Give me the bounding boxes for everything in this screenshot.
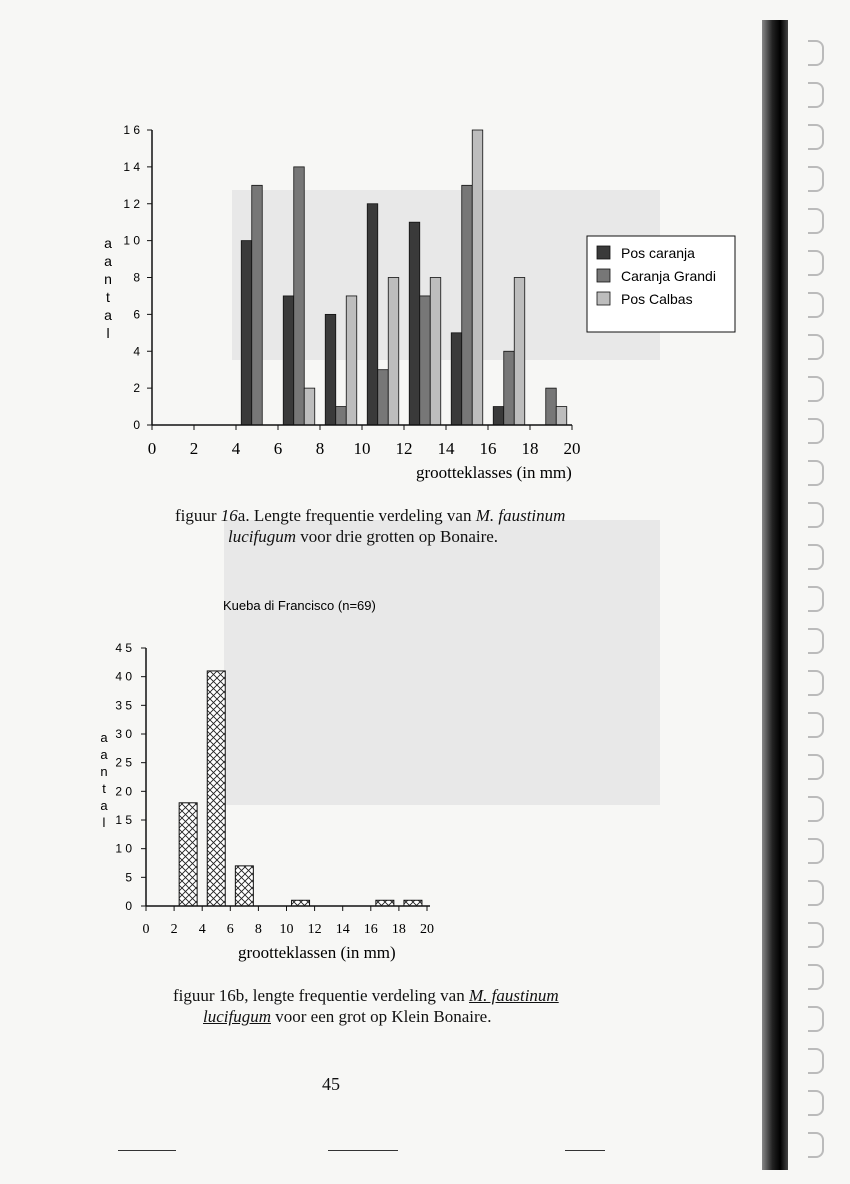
x-tick-label: 14 — [335, 922, 350, 937]
legend-swatch — [597, 292, 610, 305]
bar — [404, 900, 422, 906]
bar — [546, 388, 557, 425]
y-label-letter: a — [100, 730, 108, 745]
x-tick-label: 6 — [226, 922, 234, 937]
bar — [388, 278, 399, 426]
y-axis-ticks — [115, 641, 146, 913]
caption-prefix: figuur — [173, 986, 215, 1005]
y-tick-label: 0 — [133, 418, 140, 432]
bar — [252, 185, 263, 425]
y-label-letter: a — [100, 798, 108, 813]
y-tick-label: 3 0 — [115, 727, 132, 741]
y-tick-label: 4 — [133, 344, 140, 359]
binder-ring — [808, 1090, 824, 1116]
caption-prefix: figuur — [175, 506, 217, 525]
bar — [292, 900, 310, 906]
y-tick-label: 1 2 — [123, 196, 140, 211]
bar — [472, 130, 483, 425]
bar — [556, 407, 567, 425]
bar — [304, 388, 315, 425]
bar — [294, 167, 305, 425]
x-tick-label: 18 — [521, 439, 539, 458]
y-label-letter: l — [102, 815, 106, 830]
caption-text-2: voor een grot op Klein Bonaire. — [275, 1007, 492, 1026]
x-tick-label: 16 — [479, 439, 497, 458]
binder-ring — [808, 502, 824, 528]
x-tick-label: 4 — [198, 922, 206, 937]
x-tick-label: 10 — [353, 439, 371, 458]
y-tick-label: 4 0 — [115, 669, 132, 684]
x-axis-label: grootteklassen (in mm) — [238, 943, 396, 962]
y-tick-label: 1 0 — [123, 233, 140, 248]
x-tick-label: 8 — [254, 922, 262, 937]
bar — [376, 900, 394, 906]
bar — [462, 185, 473, 425]
caption-text: a. Lengte frequentie verdeling van — [237, 506, 472, 525]
y-label-letter: t — [106, 289, 110, 305]
y-tick-label: 0 — [125, 899, 132, 913]
bar — [325, 314, 336, 425]
y-tick-label: 2 0 — [115, 784, 132, 799]
chart-figure-16a — [0, 0, 850, 500]
binder-ring — [808, 1132, 824, 1158]
caption-text-2: voor drie grotten op Bonaire. — [300, 527, 499, 546]
legend-label: Pos Calbas — [621, 291, 693, 307]
x-tick-label: 20 — [563, 439, 581, 458]
x-tick-label: 16 — [363, 922, 378, 937]
y-axis-label — [104, 235, 112, 341]
y-label-letter: n — [104, 271, 112, 287]
y-label-letter: t — [102, 781, 106, 796]
y-label-letter: a — [104, 307, 112, 323]
bar — [504, 351, 515, 425]
bar — [235, 866, 253, 906]
y-label-letter: a — [104, 253, 112, 269]
bar — [241, 241, 252, 425]
bar — [346, 296, 357, 425]
legend-label: Pos caranja — [621, 245, 695, 261]
footer-rule-right — [565, 1150, 605, 1151]
bar — [336, 407, 347, 425]
y-tick-label: 1 5 — [115, 813, 132, 827]
x-tick-label: 0 — [142, 922, 150, 937]
y-tick-label: 3 5 — [115, 698, 132, 713]
page-number: 45 — [322, 1074, 340, 1094]
caption-species: M. faustinum — [475, 506, 566, 525]
bar — [378, 370, 389, 425]
y-tick-label: 8 — [133, 270, 140, 285]
y-label-letter: a — [104, 235, 112, 251]
bar — [451, 333, 462, 425]
caption-number: 16 — [220, 506, 238, 525]
x-tick-label: 0 — [147, 439, 157, 458]
bar — [283, 296, 294, 425]
y-tick-label: 4 5 — [115, 641, 132, 655]
x-axis-label: grootteklasses (in mm) — [416, 463, 572, 482]
bar — [367, 204, 378, 425]
caption-figure-16a — [175, 505, 655, 547]
x-tick-label: 12 — [307, 922, 322, 937]
y-axis-label — [100, 730, 108, 830]
binder-ring — [808, 544, 824, 570]
legend-swatch — [597, 246, 610, 259]
caption-text: , lengte frequentie verdeling van — [244, 986, 465, 1005]
y-tick-label: 2 5 — [115, 755, 132, 770]
y-axis-ticks — [123, 123, 152, 432]
bar — [430, 278, 441, 426]
x-tick-label: 2 — [170, 922, 178, 937]
y-tick-label: 6 — [133, 307, 140, 322]
caption-species-2: lucifugum — [203, 1007, 271, 1026]
x-tick-label: 4 — [231, 439, 241, 458]
x-tick-label: 18 — [391, 922, 406, 937]
bar — [409, 222, 420, 425]
x-axis-ticks — [148, 425, 581, 458]
x-tick-label: 6 — [273, 439, 283, 458]
legend-swatch — [597, 269, 610, 282]
x-tick-label: 8 — [315, 439, 325, 458]
x-tick-label: 2 — [189, 439, 199, 458]
y-tick-label: 1 6 — [123, 123, 140, 137]
y-label-letter: n — [100, 764, 108, 779]
bar — [514, 278, 525, 426]
bar — [493, 407, 504, 425]
bars — [179, 671, 422, 906]
bar — [179, 803, 197, 906]
x-tick-label: 10 — [279, 922, 294, 937]
footer-rule-left — [118, 1150, 176, 1151]
chart-title: Kueba di Francisco (n=69) — [223, 598, 376, 613]
legend — [587, 236, 735, 332]
x-tick-label: 20 — [420, 922, 434, 937]
bars — [241, 130, 567, 425]
legend-label: Caranja Grandi — [621, 268, 716, 284]
x-tick-label: 12 — [395, 439, 413, 458]
x-tick-label: 14 — [437, 439, 455, 458]
y-label-letter: l — [106, 325, 110, 341]
caption-figure-16b — [173, 985, 653, 1027]
bar — [420, 296, 431, 425]
y-tick-label: 2 — [133, 381, 140, 396]
y-tick-label: 1 4 — [123, 159, 140, 174]
y-tick-label: 1 0 — [115, 841, 132, 856]
caption-species-2: lucifugum — [228, 527, 296, 546]
caption-number: 16b — [218, 986, 245, 1005]
x-axis-ticks — [143, 906, 435, 937]
caption-species: M. faustinum — [468, 986, 559, 1005]
y-label-letter: a — [100, 747, 108, 762]
bar — [207, 671, 225, 906]
y-tick-label: 5 — [125, 870, 132, 885]
footer-rule-center — [328, 1150, 398, 1151]
